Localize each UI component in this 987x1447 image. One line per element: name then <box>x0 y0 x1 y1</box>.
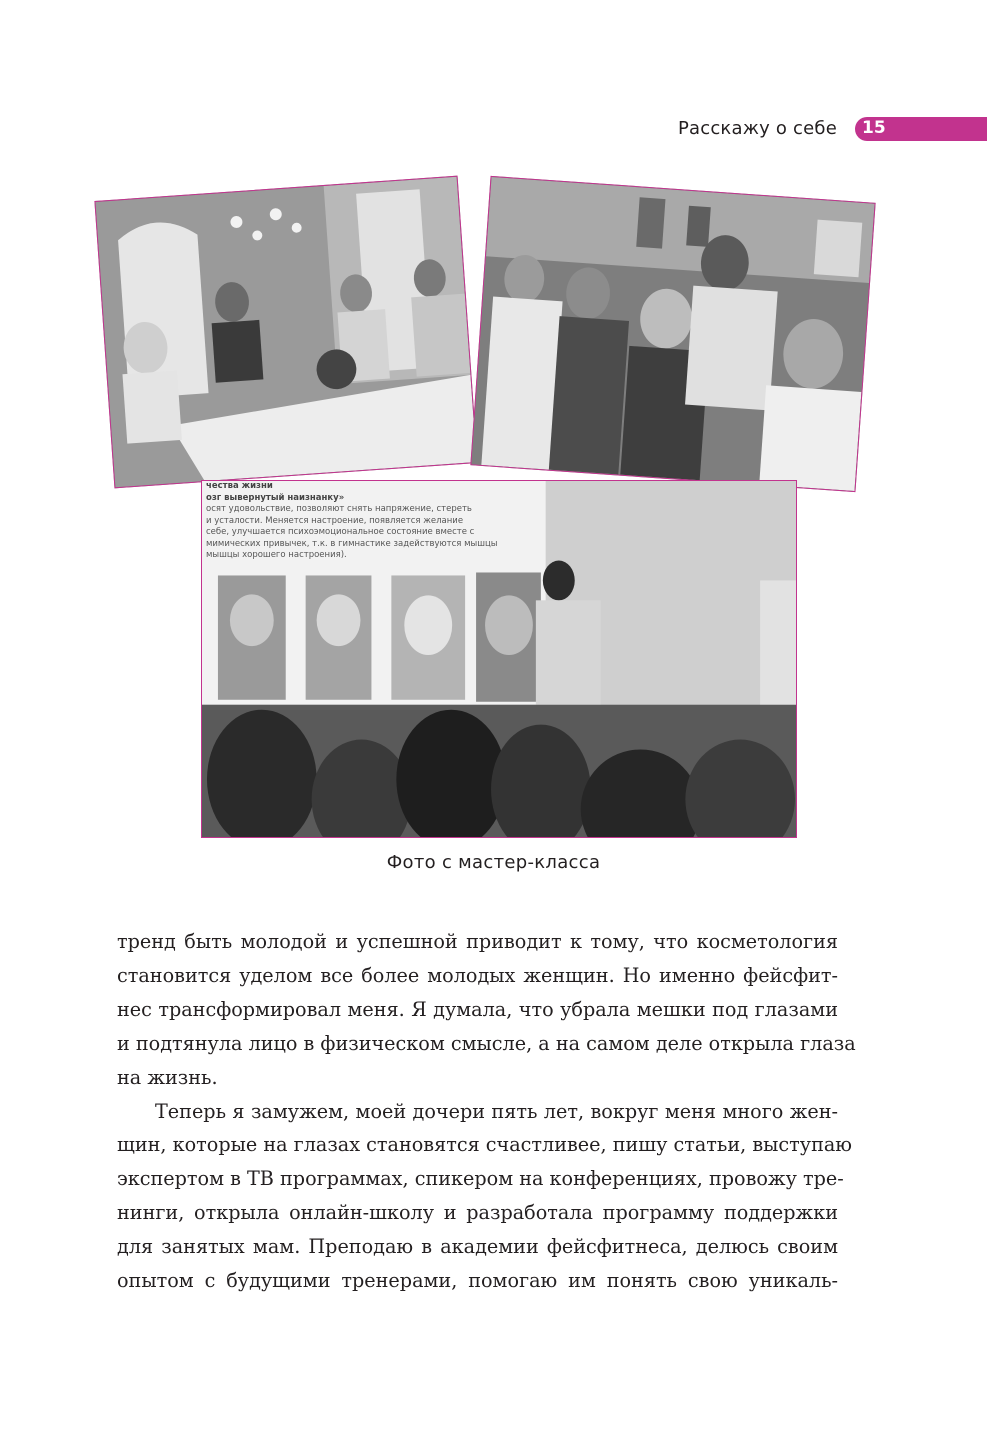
photo-caption: Фото с мастер-класса <box>386 852 601 873</box>
paragraph-1 <box>117 925 856 1095</box>
slide-line: мимических привычек, т.к. в гимнастике задействуются мышцы <box>206 538 498 549</box>
slide-line: чества жизни <box>206 481 273 491</box>
slide-line: и усталости. Меняется настроение, появляется желание <box>206 515 464 526</box>
text-line: нинги, открыла онлайн-школу и разработала программу поддержки <box>117 1201 838 1225</box>
slide-line: мышцы хорошего настроения). <box>206 550 347 560</box>
paragraph-2 <box>117 1095 853 1298</box>
photo-presentation <box>201 480 797 838</box>
slide-line: осят удовольствие, позволяют снять напряжение, стереть <box>206 504 472 514</box>
text-line: экспертом в ТВ программах, спикером на конференциях, провожу тре- <box>117 1167 844 1191</box>
text-line: нес трансформировал меня. Я думала, что убрала мешки под глазами <box>117 997 838 1021</box>
text-line: тренд быть молодой и успешной приводит к тому, что косметология <box>117 930 838 953</box>
running-title: Расскажу о себе <box>677 118 837 139</box>
text-line: для занятых мам. Преподаю в академии фейсфитнеса, делюсь своим <box>117 1235 838 1259</box>
page-number: 15 <box>862 118 886 138</box>
text-line: Теперь я замужем, моей дочери пять лет, вокруг меня много жен- <box>155 1099 838 1123</box>
text-line: опытом с будущими тренерами, помогаю им понять свою уникаль- <box>117 1269 838 1293</box>
slide-line: себе, улучшается психоэмоциональное состояние вместе с <box>206 527 475 537</box>
text-line: и подтянула лицо в физическом смысле, а на самом деле открыла глаза <box>117 1031 856 1055</box>
photo-workshop-massage <box>470 176 875 492</box>
slide-text <box>202 481 547 562</box>
text-line: щин, которые на глазах становятся счастливее, пишу статьи, выступаю <box>117 1133 853 1157</box>
slide-line: озг вывернутый наизнанку» <box>206 492 345 503</box>
text-line: на жизнь. <box>117 1065 218 1089</box>
body-text <box>117 925 856 1298</box>
text-line: становится уделом все более молодых женщин. Но именно фейсфит- <box>117 963 838 987</box>
photo-workshop-table <box>94 176 477 489</box>
